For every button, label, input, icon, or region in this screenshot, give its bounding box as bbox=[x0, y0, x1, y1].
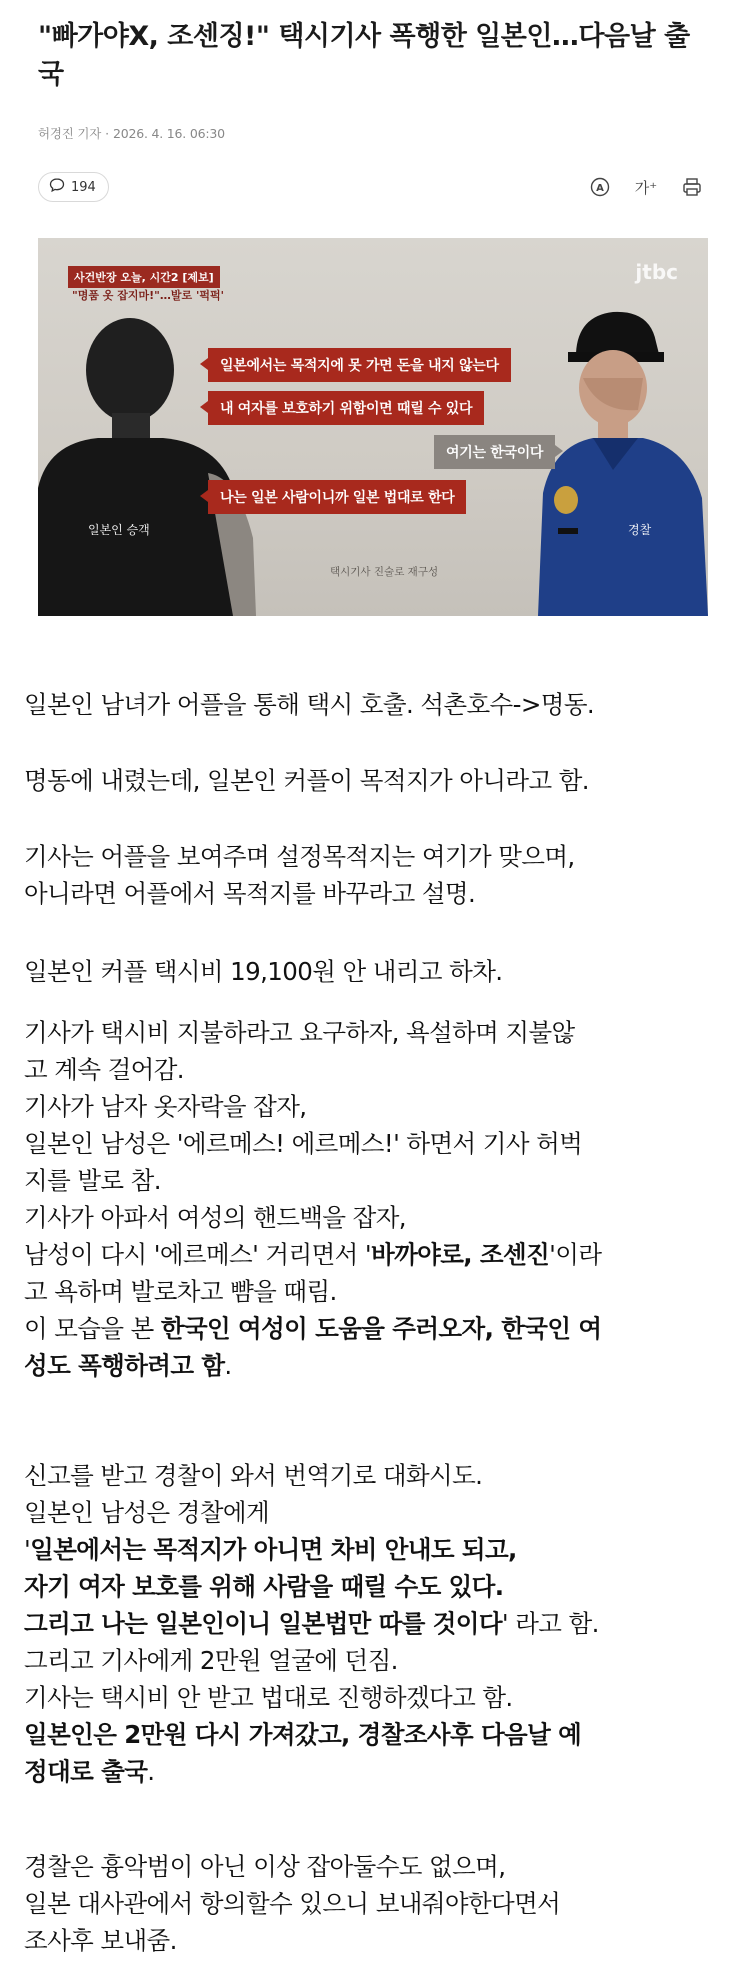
article-byline: 허경진 기자 · 2026. 4. 16. 06:30 bbox=[38, 126, 225, 141]
story-line bbox=[24, 1753, 724, 1790]
story-line: 일본인 남녀가 어플을 통해 택시 호출. 석촌호수->명동. bbox=[24, 690, 595, 719]
bold-span: 성도 폭행하려고 함 bbox=[24, 1351, 225, 1380]
photo-caption: 택시기사 진술로 재구성 bbox=[330, 566, 439, 578]
story-paragraph-1 bbox=[24, 686, 724, 723]
story-line: 일본인 남성은 '에르메스! 에르메스!' 하면서 기사 허벅 bbox=[24, 1129, 583, 1158]
article-headline: "빠가야X, 조센징!" 택시기사 폭행한 일본인…다음날 출국 bbox=[38, 21, 690, 90]
article-datetime: 2026. 4. 16. 06:30 bbox=[112, 126, 225, 141]
police-officer-figure bbox=[538, 312, 708, 616]
bold-span: 한국인 여성이 도움을 주러오자, 한국인 여 bbox=[160, 1314, 602, 1343]
bold-span: 그리고 나는 일본인이니 일본법만 따를 것이다 bbox=[24, 1609, 502, 1638]
text-span: ' 라고 함. bbox=[501, 1609, 599, 1638]
left-person-label: 일본인 승객 bbox=[88, 523, 150, 537]
speech-bubble-4: 나는 일본 사람이니까 일본 법대로 한다 bbox=[208, 480, 466, 514]
story-paragraph-5 bbox=[24, 1014, 724, 1384]
reporter-name: 허경진 기자 bbox=[38, 126, 102, 141]
story-line bbox=[24, 1605, 724, 1642]
story-line: 아니라면 어플에서 목적지를 바꾸라고 설명. bbox=[24, 879, 476, 908]
speech-bubble-2: 내 여자를 보호하기 위함이면 때릴 수 있다 bbox=[208, 391, 484, 425]
print-icon[interactable] bbox=[679, 174, 705, 200]
story-line: 그리고 기사에게 2만원 얼굴에 던짐. bbox=[24, 1646, 398, 1675]
story-paragraph-3 bbox=[24, 838, 724, 912]
text-span: . bbox=[224, 1351, 232, 1380]
story-line: 조사후 보내줌. bbox=[24, 1926, 177, 1955]
speech-bubble-1: 일본에서는 목적지에 못 가면 돈을 내지 않는다 bbox=[208, 348, 511, 382]
news-program-tag: 사건반장 오늘, 시간2 [제보] bbox=[68, 266, 220, 288]
text-span: . bbox=[147, 1757, 155, 1786]
comment-button[interactable] bbox=[38, 172, 109, 202]
news-photo bbox=[38, 238, 708, 616]
story-line: 신고를 받고 경찰이 와서 번역기로 대화시도. bbox=[24, 1461, 483, 1490]
story-line: 기사는 택시비 안 받고 법대로 진행하겠다고 함. bbox=[24, 1683, 513, 1712]
comment-icon bbox=[49, 177, 65, 197]
story-line: 명동에 내렸는데, 일본인 커플이 목적지가 아니라고 함. bbox=[24, 766, 589, 795]
story-paragraph-6 bbox=[24, 1457, 724, 1790]
story-line bbox=[24, 1310, 724, 1347]
story-paragraph-2 bbox=[24, 762, 724, 799]
story-line: 일본인 커플 택시비 19,100원 안 내리고 하차. bbox=[24, 957, 503, 986]
story-line: 기사가 남자 옷자락을 잡자, bbox=[24, 1092, 307, 1121]
story-paragraph-4 bbox=[24, 953, 724, 990]
story-line: 기사가 택시비 지불하라고 요구하자, 욕설하며 지불않 bbox=[24, 1018, 575, 1047]
bold-span: 일본에서는 목적지가 아니면 차비 안내도 되고, bbox=[30, 1535, 517, 1564]
translate-icon[interactable] bbox=[587, 174, 613, 200]
font-size-label: 가⁺ bbox=[634, 178, 658, 197]
text-span: '이라 bbox=[549, 1240, 602, 1269]
text-span: 남성이 다시 '에르메스' 거리면서 ' bbox=[24, 1240, 372, 1269]
story-line bbox=[24, 1716, 724, 1753]
bold-span: 정대로 출국 bbox=[24, 1757, 148, 1786]
news-program-subtitle: "명품 옷 잡지마!"…발로 '퍽퍽' bbox=[72, 289, 224, 302]
bold-span: 자기 여자 보호를 위해 사람을 때릴 수도 있다. bbox=[24, 1572, 504, 1601]
font-size-icon[interactable] bbox=[633, 174, 659, 200]
story-line bbox=[24, 1236, 724, 1273]
speech-bubble-3: 여기는 한국이다 bbox=[434, 435, 555, 469]
bold-span: 바까야로, 조센진 bbox=[371, 1240, 550, 1269]
bold-span: 일본인은 2만원 다시 가져갔고, 경찰조사후 다음날 예 bbox=[24, 1720, 582, 1749]
text-span: ' bbox=[24, 1535, 31, 1564]
svg-text:A: A bbox=[596, 183, 604, 194]
story-line bbox=[24, 1531, 724, 1568]
broadcaster-logo: jtbc bbox=[635, 260, 678, 284]
story-line: 기사가 아파서 여성의 핸드백을 잡자, bbox=[24, 1203, 406, 1232]
story-line bbox=[24, 1568, 724, 1605]
story-paragraph-7 bbox=[24, 1848, 724, 1959]
article-tools bbox=[587, 172, 705, 202]
text-span: 이 모습을 본 bbox=[24, 1314, 161, 1343]
story-line: 고 계속 걸어감. bbox=[24, 1055, 184, 1084]
right-person-label: 경찰 bbox=[628, 523, 652, 537]
story-line: 기사는 어플을 보여주며 설정목적지는 여기가 맞으며, bbox=[24, 842, 575, 871]
story-line: 경찰은 흉악범이 아닌 이상 잡아둘수도 없으며, bbox=[24, 1852, 506, 1881]
comment-count: 194 bbox=[71, 179, 96, 195]
story-line: 고 욕하며 발로차고 뺨을 때림. bbox=[24, 1277, 337, 1306]
story-line bbox=[24, 1347, 724, 1384]
story-line: 지를 발로 참. bbox=[24, 1166, 161, 1195]
story-line: 일본 대사관에서 항의할수 있으니 보내줘야한다면서 bbox=[24, 1889, 561, 1918]
story-line: 일본인 남성은 경찰에게 bbox=[24, 1498, 270, 1527]
